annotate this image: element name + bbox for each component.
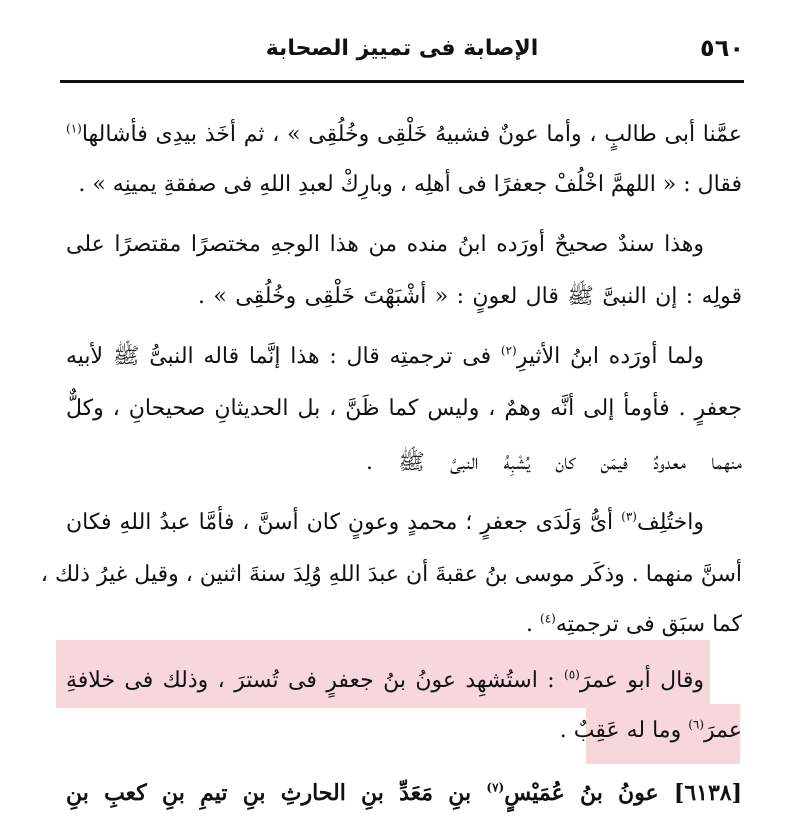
running-title: الإصابة فى تمييز الصحابة xyxy=(265,36,539,61)
text-line xyxy=(366,448,742,478)
line-text: عمرَ xyxy=(704,718,742,743)
line-text: فى ترجمتِه قال : هذا إنَّما قاله النبىُّ ﷺ لأبيه xyxy=(66,344,492,369)
highlighted-text-line xyxy=(66,666,704,696)
line-text: منهما معدودٌ فيمَن كان يُشْبِهُ النبىَّ ﷺ . xyxy=(366,450,742,475)
text-line xyxy=(66,394,742,424)
line-text: أىُّ وَلَدَى جعفرٍ ؛ محمدٍ وعونٍ كان أسنَّ ، فأمَّا عبدُ اللهِ فكان xyxy=(66,510,614,535)
text-line xyxy=(66,342,704,372)
line-text: . xyxy=(526,612,540,637)
line-text: عمَّنا أبى طالبٍ ، وأما عونٌ فشبيهُ خَلْقِى وخُلُقِى » ، ثم أخَذ بيدِى فأشالها xyxy=(81,122,742,147)
entry-heading-line xyxy=(66,778,742,808)
page-header xyxy=(60,30,744,72)
line-text: وما له عَقِبٌ . xyxy=(559,718,689,743)
line-text: فقال : « اللهمَّ اخْلُفْ جعفرًا فى أهلِه ، وبارِكْ لعبدِ اللهِ فى صفقةِ يمينِه » . xyxy=(78,172,742,197)
text-line xyxy=(198,282,742,312)
footnote-marker: (٢) xyxy=(500,343,517,358)
text-line xyxy=(40,560,742,590)
footnote-marker: (٦) xyxy=(688,717,705,732)
line-text: جعفرٍ . فأومأ إلى أنَّه وهمٌ ، وليس كما ظَنَّ ، بل الحديثانِ صحيحانِ ، وكلٌّ xyxy=(66,396,742,421)
line-text: وهذا سندٌ صحيحٌ أورَده ابنُ منده من هذا الوجهِ مختصرًا مقتصرًا على xyxy=(66,232,704,257)
page-number: ٥٦٠ xyxy=(700,34,744,62)
text-line xyxy=(78,170,742,200)
line-text: بنِ مَعَدِّ بنِ الحارثِ بنِ تيمِ بنِ كعبِ بنِ xyxy=(66,780,472,806)
footnote-marker: (١) xyxy=(66,121,82,136)
line-text: [٦١٣٨] عونُ بنُ عُمَيْسٍ xyxy=(504,780,742,806)
text-line xyxy=(66,230,704,260)
line-text: كما سبَق فى ترجمتِه xyxy=(555,612,742,637)
header-rule xyxy=(60,80,744,83)
text-line xyxy=(66,120,742,150)
footnote-marker: (٤) xyxy=(540,611,556,626)
line-text: : استُشهِد عونُ بنُ جعفرٍ فى تُسترَ ، وذلك فى خلافةِ xyxy=(66,668,555,693)
line-text: أسنَّ منهما . وذكَر موسى بنُ عقبةَ أن عبدَ اللهِ وُلِدَ سنةَ اثنين ، وقيل غيرُ ذلك ، xyxy=(40,562,742,587)
line-text: وقال أبو عمرَ xyxy=(579,668,704,693)
highlighted-text-line xyxy=(342,716,742,746)
footnote-marker: (٥) xyxy=(564,667,580,682)
footnote-marker: (٣) xyxy=(621,509,637,524)
text-line xyxy=(66,508,704,538)
line-text: ولما أورَده ابنُ الأثيرِ xyxy=(516,344,704,369)
line-text: واختُلِف xyxy=(636,510,704,535)
text-line xyxy=(262,610,742,640)
line-text: قولِه : إن النبىَّ ﷺ قال لعونٍ : « أشْبَهْتَ خَلْقِى وخُلُقِى » . xyxy=(198,284,742,309)
footnote-marker: (٧) xyxy=(486,780,505,795)
